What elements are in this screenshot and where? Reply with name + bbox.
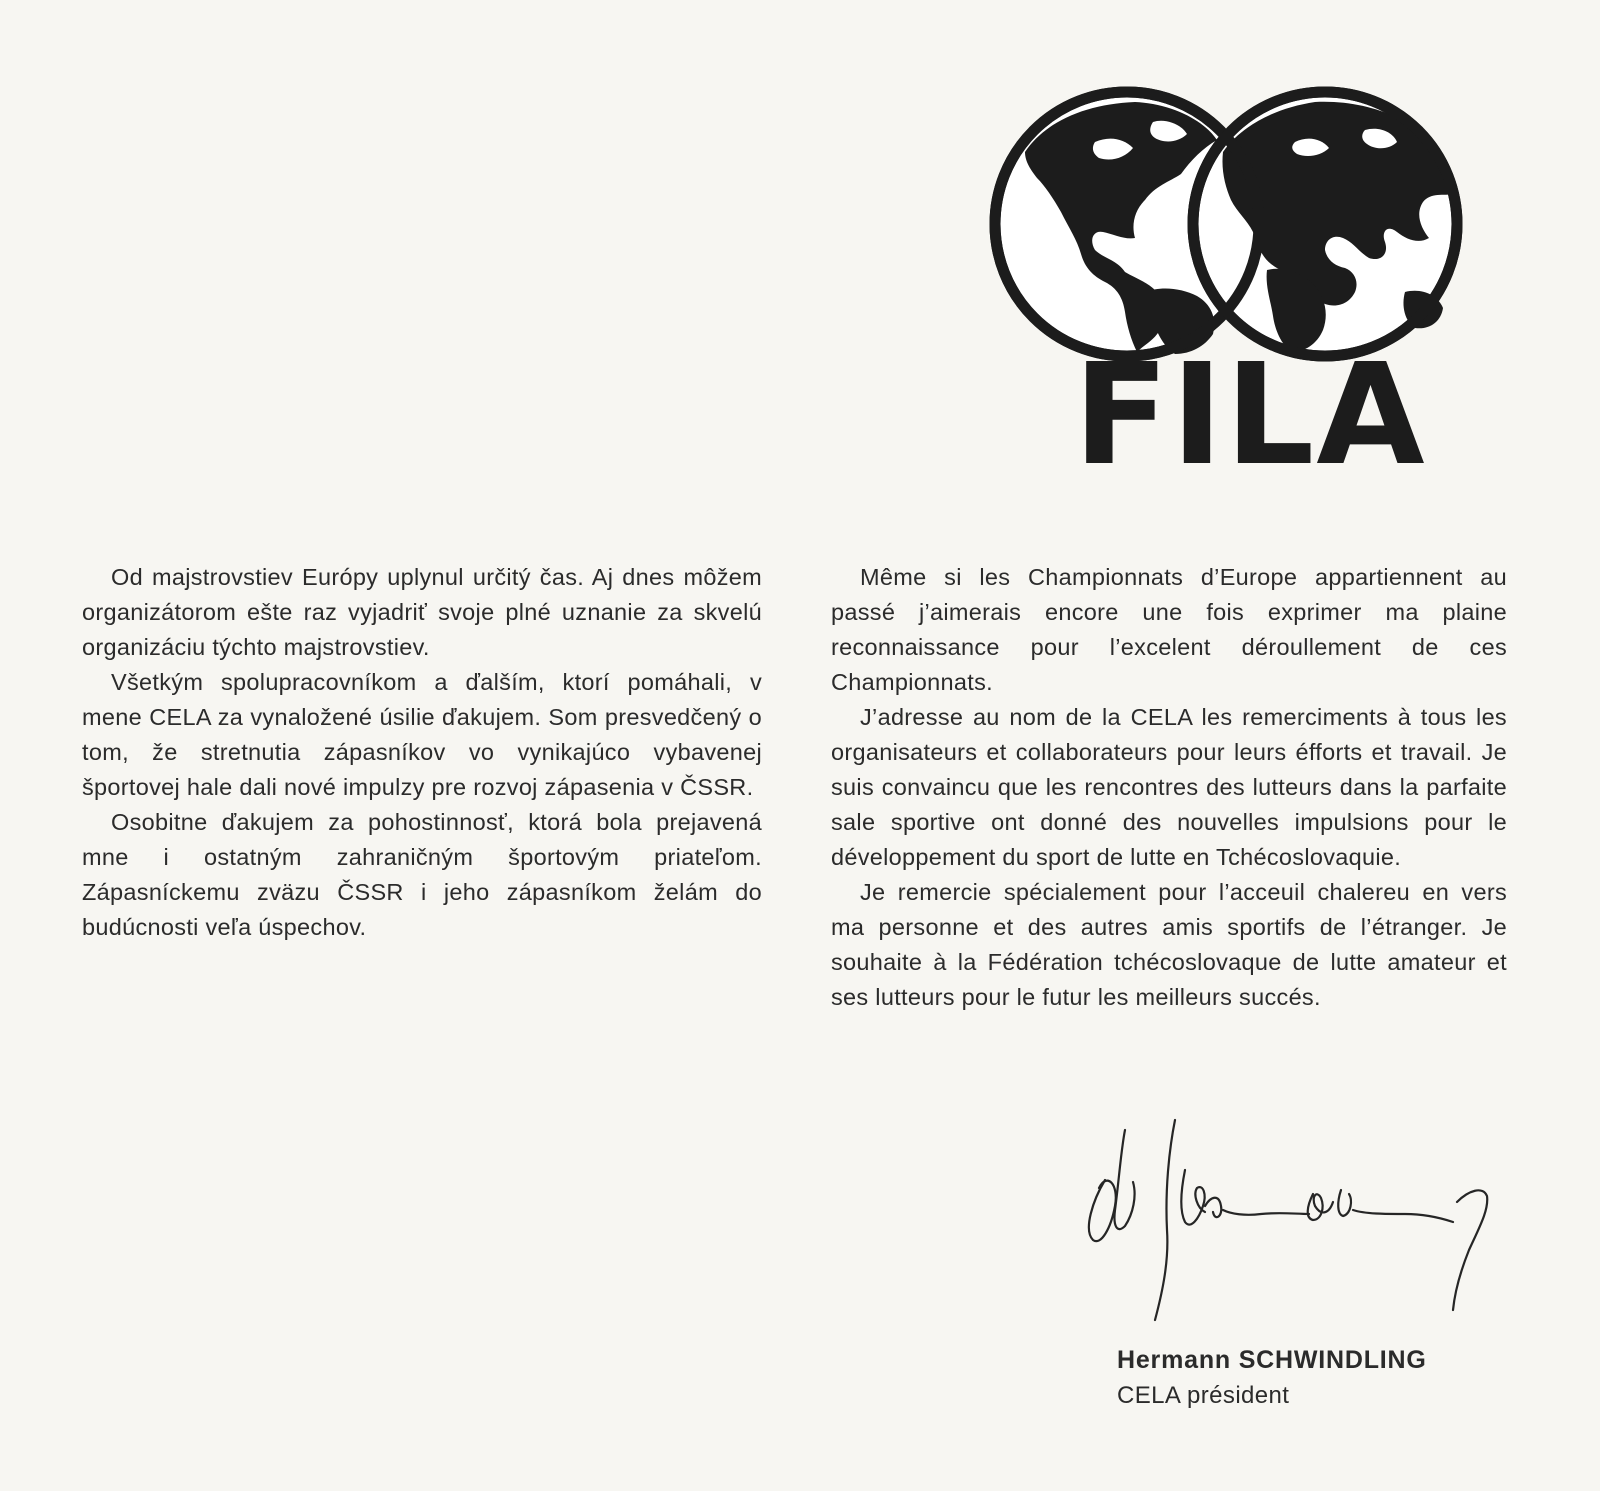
french-paragraph: Je remercie spécialement pour l’acceuil chalereu en vers ma personne et des autres amis sportifs de l’étranger. Je souhaite à la Fédération tchécoslovaque de lutte amateur et ses lutteurs pour le futur les meilleurs succés. — [831, 879, 1507, 1010]
signer-name: Hermann SCHWINDLING — [1117, 1346, 1427, 1374]
fila-wordmark — [1030, 334, 1470, 497]
french-text-column — [831, 560, 1507, 1015]
french-paragraph: J’adresse au nom de la CELA les remerciments à tous les organisateurs et collaborateurs pour leurs éfforts et travail. Je suis convaincu que les rencontres des lutteurs dans la parfaite sale sportive ont donné des nouvelles impulsions pour le développement du sport de lutte en Tchécoslovaquie. — [831, 704, 1507, 870]
slovak-paragraph: Všetkým spolupracovníkom a ďalším, ktorí pomáhali, v mene CELA za vynaložené úsilie ďakujem. Som presvedčený o tom, že stretnutia zápasníkov vo vynikajúco vybavenej športovej hale dali nové impulzy pre rozvoj zápasenia v ČSSR. — [82, 669, 762, 800]
signature-mark — [1085, 1110, 1525, 1345]
slovak-paragraph: Od majstrovstiev Európy uplynul určitý čas. Aj dnes môžem organizátorom ešte raz vyjadriť svoje plné uznanie za skvelú organizáciu týchto majstrovstiev. — [82, 564, 762, 660]
slovak-text-column — [82, 560, 762, 945]
fila-wordmark-text: FILA — [1073, 334, 1427, 497]
slovak-paragraph: Osobitne ďakujem za pohostinnosť, ktorá bola prejavená mne i ostatným zahraničným športovým priateľom. Zápasníckemu zväzu ČSSR i jeho zápasníkom želám do budúcnosti veľa úspechov. — [82, 809, 762, 940]
french-paragraph: Même si les Championnats d’Europe appartiennent au passé j’aimerais encore une fois exprimer ma plaine reconnaissance pour l’excelent déroullement de ces Championnats. — [831, 564, 1507, 695]
signer-title: CELA président — [1117, 1382, 1290, 1409]
signature — [1085, 1110, 1525, 1345]
